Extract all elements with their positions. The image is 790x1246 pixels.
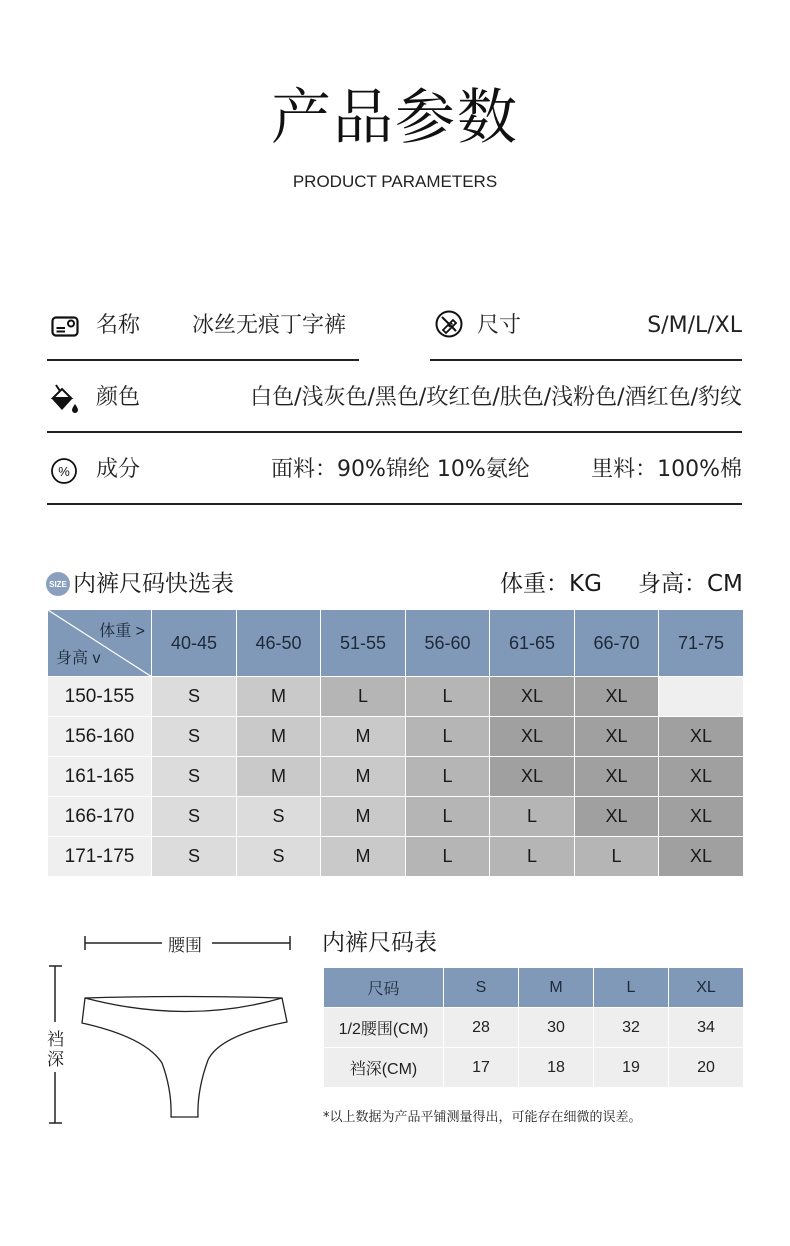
size-cell: L [490,837,575,877]
page-title: 产品参数 [271,83,519,153]
value-cell: 30 [519,1008,594,1048]
table-row [48,757,744,797]
size-cell: XL [659,757,744,797]
size-cell: XL [659,717,744,757]
divider [47,503,742,505]
size-label: 尺寸 [477,313,522,338]
page-subtitle: PRODUCT PARAMETERS [292,172,498,191]
size-cell: XL [575,757,659,797]
material-lining-value: 里料：100%棉 [591,457,742,482]
size-cell: XL [575,717,659,757]
height-range: 156-160 [48,717,152,757]
height-unit: 身高：CM [638,571,743,597]
table-header-row [324,968,744,1008]
size-cell: S [237,837,321,877]
height-range: 171-175 [48,837,152,877]
name-label: 名称 [96,313,141,338]
color-value: 白色/浅灰色/黑色/玫红色/肤色/浅粉色/酒红色/豹纹 [250,385,742,410]
value-cell: 17 [444,1048,519,1088]
weight-header: 46-50 [237,610,321,677]
weight-header: 56-60 [406,610,490,677]
ruler-pencil-icon [434,309,464,339]
value-cell: 19 [594,1048,669,1088]
value-cell: 32 [594,1008,669,1048]
size-value: S/M/L/XL [647,313,742,338]
size-cell: XL [659,797,744,837]
size-cell: XL [490,677,575,717]
table-row [48,677,744,717]
quick-size-table [47,609,744,877]
table-row [324,1008,744,1048]
header-cell: L [594,968,669,1008]
size-cell: XL [490,757,575,797]
header-cell: 尺码 [324,968,444,1008]
weight-header: 40-45 [152,610,237,677]
weight-header: 61-65 [490,610,575,677]
divider [47,359,359,361]
header-cell: XL [669,968,744,1008]
corner-weight-label: 体重 > [99,623,145,640]
color-label: 颜色 [96,385,141,410]
table-row [48,717,744,757]
size-cell: L [490,797,575,837]
size-cell: L [321,677,406,717]
weight-header: 71-75 [659,610,744,677]
garment-diagram [40,925,310,1135]
size-cell: M [237,757,321,797]
size-cell: S [152,837,237,877]
size-cell [659,677,744,717]
weight-header: 51-55 [321,610,406,677]
size-cell: S [237,797,321,837]
divider [47,431,742,433]
size-cell: S [152,757,237,797]
size-chart-title: 内裤尺码表 [322,930,437,956]
size-cell: XL [575,677,659,717]
table-row [48,797,744,837]
row-label: 1/2腰围(CM) [324,1008,444,1048]
percent-icon [50,457,80,487]
size-cell: M [237,717,321,757]
size-cell: L [406,797,490,837]
size-cell: M [321,757,406,797]
value-cell: 20 [669,1048,744,1088]
size-cell: XL [575,797,659,837]
paint-bucket-icon [50,382,80,412]
table-row [324,1048,744,1088]
value-cell: 34 [669,1008,744,1048]
table-row [48,837,744,877]
name-value: 冰丝无痕丁字裤 [192,313,347,338]
size-cell: L [406,837,490,877]
height-range: 161-165 [48,757,152,797]
size-badge-icon: SIZE [46,572,70,596]
header-cell: M [519,968,594,1008]
value-cell: 18 [519,1048,594,1088]
tag-card-icon [50,311,80,341]
material-label: 成分 [96,457,141,482]
size-cell: M [237,677,321,717]
material-outer-value: 面料：90%锦纶 10%氨纶 [271,457,530,482]
size-cell: L [575,837,659,877]
height-range: 150-155 [48,677,152,717]
size-cell: L [406,757,490,797]
size-chart-table [323,967,744,1088]
size-cell: S [152,797,237,837]
size-cell: XL [490,717,575,757]
value-cell: 28 [444,1008,519,1048]
corner-height-label: 身高 v [56,650,101,667]
corner-header [48,610,152,677]
rise-label-2: 深 [47,1050,64,1070]
row-label: 裆深(CM) [324,1048,444,1088]
size-cell: L [406,677,490,717]
measurement-note: *以上数据为产品平铺测量得出，可能存在细微的误差。 [323,1110,642,1125]
table-header-row [48,610,744,677]
svg-text:%: % [58,464,70,479]
weight-header: 66-70 [575,610,659,677]
quick-table-title: 内裤尺码快选表 [73,571,234,597]
waist-label: 腰围 [168,936,202,956]
size-cell: S [152,677,237,717]
divider [430,359,742,361]
size-cell: M [321,797,406,837]
size-cell: M [321,717,406,757]
rise-label-1: 裆 [47,1030,64,1050]
weight-unit: 体重：KG [500,571,602,597]
size-cell: XL [659,837,744,877]
size-cell: S [152,717,237,757]
size-cell: M [321,837,406,877]
size-cell: L [406,717,490,757]
height-range: 166-170 [48,797,152,837]
header-cell: S [444,968,519,1008]
